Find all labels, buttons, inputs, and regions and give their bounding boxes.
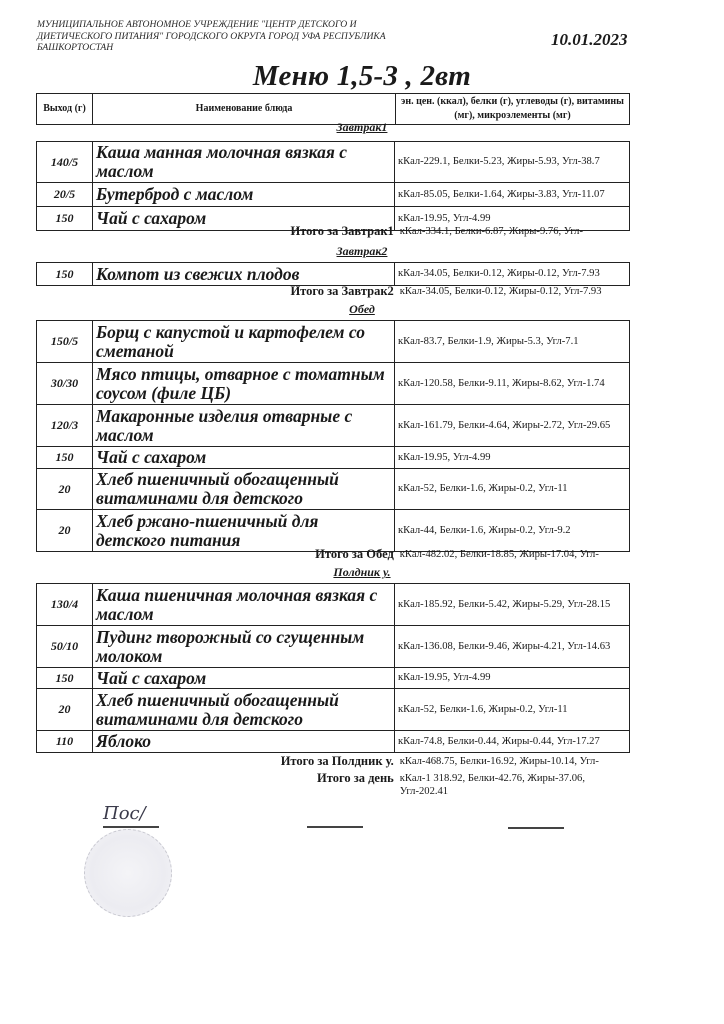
day-total-value: кКал-1 318.92, Белки-42.76, Жиры-37.06, Угл-202.41 — [399, 773, 585, 797]
meal-table — [36, 262, 630, 286]
dish-row — [37, 584, 630, 626]
dish-nutrition: кКал-44, Белки-1.6, Жиры-0.2, Угл-9.2 — [395, 510, 630, 552]
dish-name: Бутерброд с маслом — [93, 183, 395, 207]
dish-nutrition: кКал-19.95, Угл-4.99 — [395, 207, 630, 231]
meal-total — [36, 224, 630, 239]
dish-row — [37, 142, 630, 183]
dish-name: Чай с сахаром — [93, 668, 395, 689]
dish-name: Яблоко — [93, 731, 395, 753]
dish-name: Хлеб пшеничный обогащенный витаминами для детского — [93, 469, 395, 510]
dish-nutrition: кКал-161.79, Белки-4.64, Жиры-2.72, Угл-29.65 — [395, 405, 630, 447]
dish-yield: 20/5 — [37, 183, 93, 207]
dish-nutrition: кКал-74.8, Белки-0.44, Жиры-0.44, Угл-17.27 — [395, 731, 630, 753]
dish-name: Чай с сахаром — [93, 207, 395, 231]
dish-row — [37, 510, 630, 552]
dish-nutrition: кКал-229.1, Белки-5.23, Жиры-5.93, Угл-38.7 — [395, 142, 630, 183]
dish-name: Борщ с капустой и картофелем со сметаной — [93, 321, 395, 363]
dish-yield: 50/10 — [37, 626, 93, 668]
meal-total-value: кКал-334.1, Белки-6.87, Жиры-9.76, Угл- — [399, 226, 583, 237]
dish-nutrition: кКал-34.05, Белки-0.12, Жиры-0.12, Угл-7.93 — [395, 263, 630, 286]
dish-yield: 150 — [37, 668, 93, 689]
meal-heading: Завтрак1 — [336, 120, 388, 134]
meal-total — [36, 284, 630, 299]
meal-table — [36, 320, 630, 552]
dish-nutrition: кКал-52, Белки-1.6, Жиры-0.2, Угл-11 — [395, 469, 630, 510]
dish-row — [37, 321, 630, 363]
dish-row — [37, 668, 630, 689]
dish-row — [37, 689, 630, 731]
dish-nutrition: кКал-120.58, Белки-9.11, Жиры-8.62, Угл-1.74 — [395, 363, 630, 405]
dish-row — [37, 469, 630, 510]
official-stamp — [84, 829, 172, 917]
dish-nutrition: кКал-85.05, Белки-1.64, Жиры-3.83, Угл-11.07 — [395, 183, 630, 207]
dish-name: Хлеб пшеничный обогащенный витаминами для детского — [93, 689, 395, 731]
meal-total-label: Итого за Обед — [315, 547, 394, 561]
dish-nutrition: кКал-19.95, Угл-4.99 — [395, 668, 630, 689]
dish-nutrition: кКал-83.7, Белки-1.9, Жиры-5.3, Угл-7.1 — [395, 321, 630, 363]
signature-line-3 — [508, 827, 564, 829]
dish-nutrition: кКал-19.95, Угл-4.99 — [395, 447, 630, 469]
dish-row — [37, 405, 630, 447]
dish-yield: 150 — [37, 207, 93, 231]
organization-name: МУНИЦИПАЛЬНОЕ АВТОНОМНОЕ УЧРЕЖДЕНИЕ "ЦЕНТР ДЕТСКОГО И ДИЕТИЧЕСКОГО ПИТАНИЯ" ГОРОДСКОГО ОКРУГА ГОРОД УФА РЕСПУБЛИКА БАШКОРТОСТАН — [37, 19, 386, 53]
dish-yield: 150 — [37, 447, 93, 469]
dish-row — [37, 731, 630, 753]
dish-row — [37, 263, 630, 286]
meal-total-value: кКал-468.75, Белки-16.92, Жиры-10.14, Угл- — [399, 756, 599, 767]
meal-total-value: кКал-34.05, Белки-0.12, Жиры-0.12, Угл-7.93 — [399, 286, 602, 297]
dish-yield: 150/5 — [37, 321, 93, 363]
dish-name: Мясо птицы, отварное с томатным соусом (филе ЦБ) — [93, 363, 395, 405]
header-nutrition: эн. цен. (ккал), белки (г), углеводы (г), витамины (мг), микроэлементы (мг) — [396, 94, 630, 125]
page-title: Меню 1,5-3 , 2вт — [252, 60, 472, 92]
day-total-label: Итого за день — [317, 771, 394, 785]
dish-yield: 20 — [37, 510, 93, 552]
dish-name: Каша манная молочная вязкая с маслом — [93, 142, 395, 183]
day-total — [36, 771, 630, 798]
dish-nutrition: кКал-52, Белки-1.6, Жиры-0.2, Угл-11 — [395, 689, 630, 731]
dish-name: Пудинг творожный со сгущенным молоком — [93, 626, 395, 668]
dish-yield: 30/30 — [37, 363, 93, 405]
dish-name: Чай с сахаром — [93, 447, 395, 469]
dish-nutrition: кКал-136.08, Белки-9.46, Жиры-4.21, Угл-14.63 — [395, 626, 630, 668]
dish-name: Хлеб ржано-пшеничный для детского питания — [93, 510, 395, 552]
signature-line-1 — [103, 826, 159, 828]
dish-row — [37, 183, 630, 207]
meal-total-label: Итого за Завтрак1 — [290, 224, 394, 238]
dish-row — [37, 363, 630, 405]
dish-yield: 130/4 — [37, 584, 93, 626]
meal-total-value: кКал-482.02, Белки-18.85, Жиры-17.04, Угл- — [399, 549, 599, 560]
header-yield: Выход (г) — [37, 94, 93, 125]
meal-heading: Завтрак2 — [336, 244, 388, 258]
meal-table — [36, 141, 630, 231]
dish-row — [37, 626, 630, 668]
dish-yield: 150 — [37, 263, 93, 286]
signature-line-2 — [307, 826, 363, 828]
dish-name: Компот из свежих плодов — [93, 263, 395, 286]
meal-table — [36, 583, 630, 753]
dish-yield: 20 — [37, 469, 93, 510]
meal-heading: Полдник у. — [333, 565, 391, 579]
dish-nutrition: кКал-185.92, Белки-5.42, Жиры-5.29, Угл-28.15 — [395, 584, 630, 626]
meal-total — [36, 547, 630, 562]
dish-yield: 20 — [37, 689, 93, 731]
document-date: 10.01.2023 — [551, 30, 628, 49]
header-dish-name: Наименование блюда — [93, 94, 396, 125]
meal-total — [36, 754, 630, 769]
dish-yield: 110 — [37, 731, 93, 753]
meal-total-label: Итого за Полдник у. — [280, 754, 394, 768]
dish-yield: 140/5 — [37, 142, 93, 183]
meal-heading: Обед — [349, 302, 375, 316]
dish-name: Каша пшеничная молочная вязкая с маслом — [93, 584, 395, 626]
signature: Пос/ — [103, 803, 146, 824]
meal-total-label: Итого за Завтрак2 — [290, 284, 394, 298]
dish-name: Макаронные изделия отварные с маслом — [93, 405, 395, 447]
dish-row — [37, 447, 630, 469]
dish-yield: 120/3 — [37, 405, 93, 447]
